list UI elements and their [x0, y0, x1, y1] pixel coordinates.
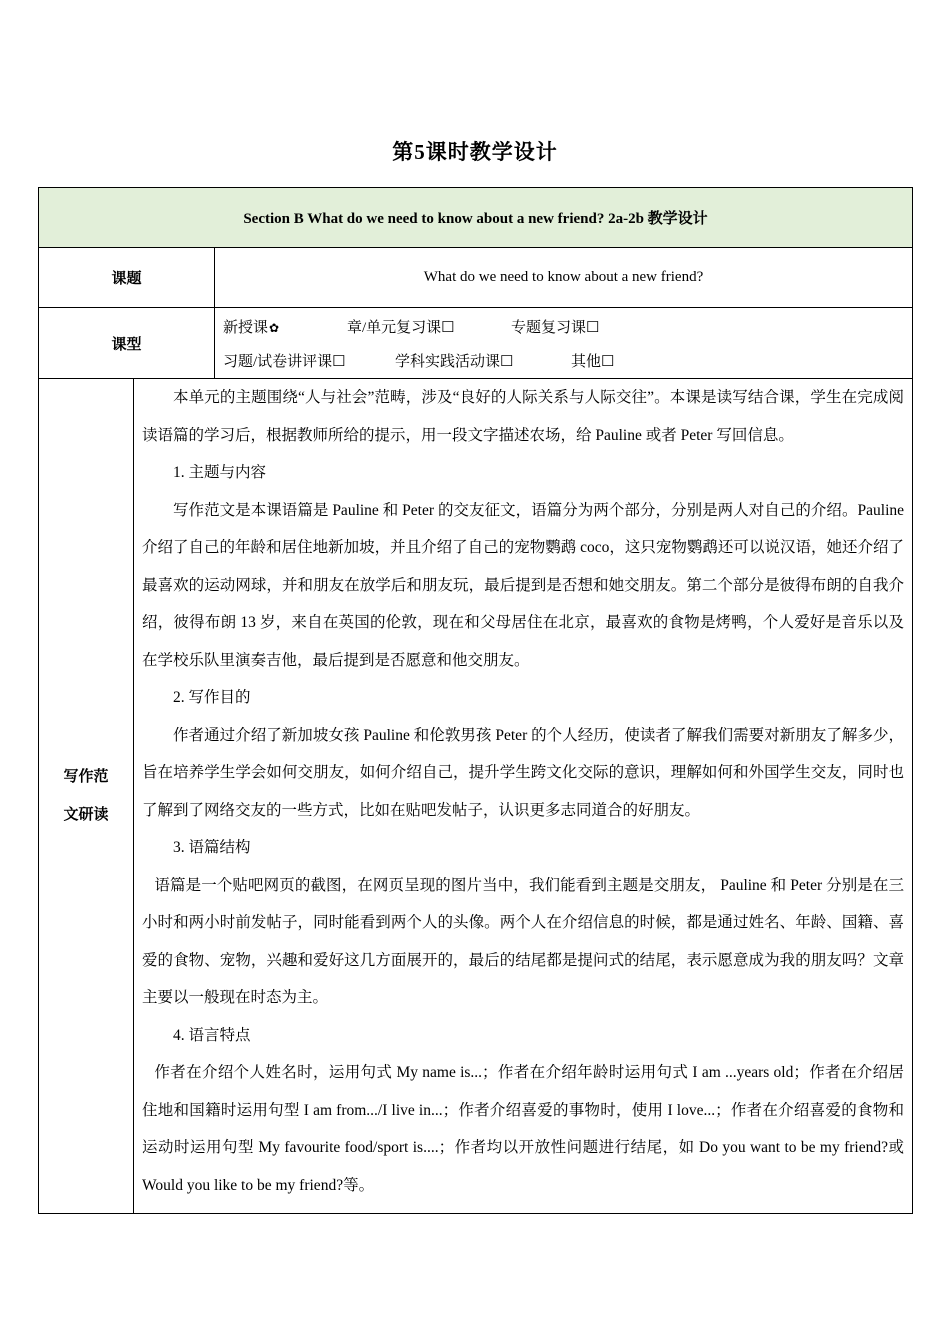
- checkbox-icon: ☐: [332, 353, 346, 370]
- topic-value: What do we need to know about a new friend?: [215, 248, 913, 308]
- page-title: 第5课时教学设计: [392, 140, 558, 164]
- language-features-paragraph: 作者在介绍个人姓名时，运用句式 My name is...；作者在介绍年龄时运用句式 I am ...years old；作者在介绍居住地和国籍时运用句型 I am from.../I live in...；作者介绍喜爱的事物时，使用 I love...；作者在介绍喜爱的食物和运动时运用句型 My favourite food/sport is....；作者均以开放性问题进行结尾，如 Do you want to be my friend?或 Would you like to be my friend?等。: [142, 1064, 905, 1194]
- checkbox-icon: ☐: [601, 353, 615, 370]
- section-content: [134, 379, 913, 1214]
- flower-icon: ✿: [269, 320, 280, 335]
- table-header: Section B What do we need to know about a new friend? 2a-2b 教学设计: [39, 188, 913, 248]
- heading-language-features: 4. 语言特点: [173, 1026, 251, 1044]
- topic-label: 课题: [39, 248, 215, 308]
- heading-writing-purpose: 2. 写作目的: [173, 689, 251, 706]
- text-structure-paragraph: 语篇是一个贴吧网页的截图，在网页呈现的图片当中，我们能看到主题是交朋友， Pauline 和 Peter 分别是在三小时和两小时前发帖子，同时能看到两个人的头像。两个人在介绍信息的时候，都是通过姓名、年龄、国籍、喜爱的食物、宠物，兴趣和爱好这几方面展开的，最后的结尾都是提问式的结尾，表示愿意成为我的朋友吗？文章主要以一般现在时态为主。: [142, 876, 905, 1006]
- lesson-type-row-2: [223, 343, 912, 377]
- lesson-type-option[interactable]: 学科实践活动课☐: [395, 353, 514, 370]
- lesson-type-option[interactable]: 其他☐: [571, 353, 615, 370]
- topic-content-paragraph: 写作范文是本课语篇是 Pauline 和 Peter 的交友征文，语篇分为两个部分，分别是两人对自己的介绍。Pauline 介绍了自己的年龄和居住地新加坡，并且介绍了自己的宠物鹦鹉 coco，这只宠物鹦鹉还可以说汉语，她还介绍了最喜欢的运动网球，并和朋友在放学后和朋友玩，最后提到是否想和她交朋友。第二个部分是彼得布朗的自我介绍，彼得布朗 13 岁，来自在英国的伦敦，现在和父母居住在北京，最喜欢的食物是烤鸭，个人爱好是音乐以及在学校乐队里演奏吉他，最后提到是否愿意和他交朋友。: [142, 501, 905, 669]
- lesson-design-table: [38, 187, 913, 1214]
- heading-text-structure: 3. 语篇结构: [173, 839, 251, 856]
- lesson-type-row-1: [223, 309, 912, 343]
- lesson-type-option[interactable]: 章/单元复习课☐: [347, 319, 455, 336]
- heading-topic-content: 1. 主题与内容: [173, 464, 267, 481]
- checkbox-icon: ☐: [586, 319, 600, 336]
- checkbox-icon: ☐: [441, 319, 455, 336]
- lesson-type-option[interactable]: 习题/试卷讲评课☐: [223, 353, 346, 370]
- lesson-type-options: [215, 308, 913, 379]
- section-label: 写作范 文研读: [39, 379, 134, 1214]
- intro-paragraph: 本单元的主题围绕“人与社会”范畴，涉及“良好的人际关系与人际交往”。本课是读写结合课，学生在完成阅读语篇的学习后，根据教师所给的提示，用一段文字描述农场，给 Pauline 或者 Peter 写回信息。: [142, 389, 905, 444]
- lesson-type-label: 课型: [39, 308, 215, 379]
- writing-purpose-paragraph: 作者通过介绍了新加坡女孩 Pauline 和伦敦男孩 Peter 的个人经历，使读者了解我们需要对新朋友了解多少，旨在培养学生学会如何交朋友，如何介绍自己，提升学生跨文化交际的意识，理解如何和外国学生交友，同时也了解到了网络交友的一些方式，比如在贴吧发帖子，认识更多志同道合的好朋友。: [142, 726, 905, 819]
- lesson-type-option[interactable]: 新授课✿: [223, 319, 280, 336]
- checkbox-icon: ☐: [500, 353, 514, 370]
- lesson-type-option[interactable]: 专题复习课☐: [511, 319, 600, 336]
